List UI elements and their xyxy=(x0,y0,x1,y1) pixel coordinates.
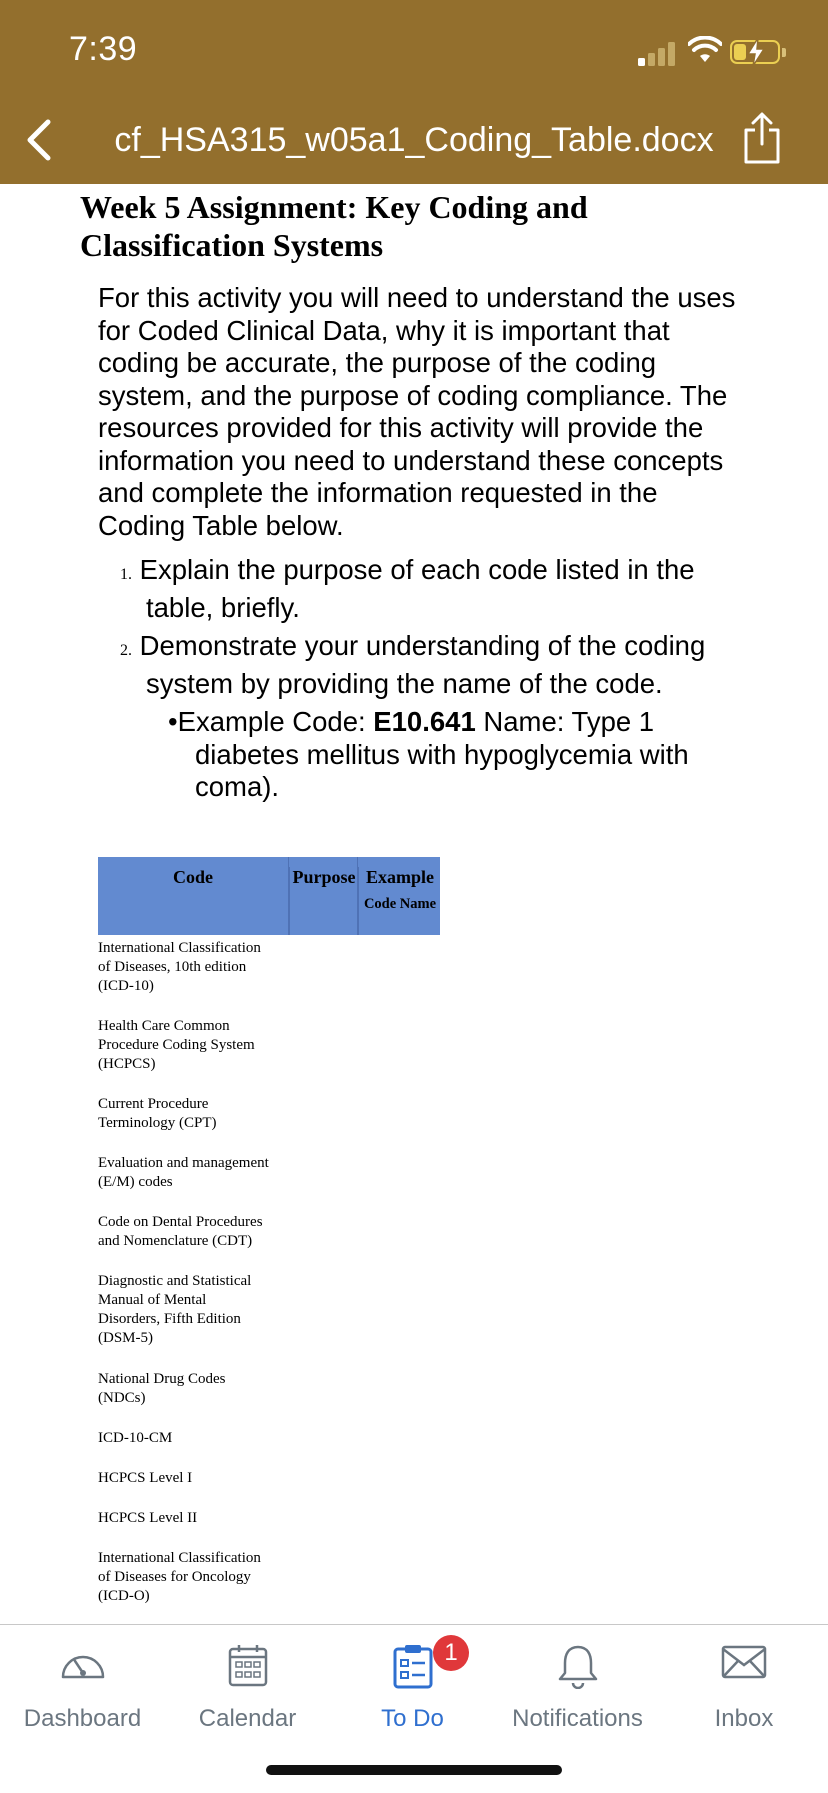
table-row xyxy=(98,939,298,996)
dashboard-gauge-icon xyxy=(58,1643,108,1683)
table-cell-line: Diagnostic and Statistical xyxy=(98,1273,252,1289)
table-cell-line: (DSM-5) xyxy=(98,1330,153,1346)
table-row xyxy=(98,1370,298,1408)
share-icon[interactable] xyxy=(742,112,782,164)
table-cell-line: (ICD-10) xyxy=(98,978,154,994)
table-cell-line: Code on Dental Procedures xyxy=(98,1214,263,1230)
intro-paragraph: For this activity you will need to understand the uses for Coded Clinical Data, why it is important that coding be accurate, the purpose of the coding system, and the purpose of coding compliance. The resources provided for this activity will provide the information you need to understand these concepts and complete the information requested in the Coding Table below. xyxy=(98,282,736,541)
column-header-purpose: Purpose xyxy=(289,867,358,935)
table-row xyxy=(98,1154,298,1192)
status-time: 7:39 xyxy=(69,30,138,68)
todo-list-icon xyxy=(393,1643,433,1689)
table-cell-line: of Diseases, 10th edition xyxy=(98,959,247,975)
table-row xyxy=(98,1549,298,1606)
table-cell-line: HCPCS Level II xyxy=(98,1510,198,1526)
table-cell-line: National Drug Codes xyxy=(98,1371,226,1387)
table-cell-line: Manual of Mental xyxy=(98,1292,207,1308)
table-cell-line: Terminology (CPT) xyxy=(98,1115,217,1131)
list-item: 2. Demonstrate your understanding of the coding system by providing the name of the code. xyxy=(120,630,706,699)
table-row xyxy=(98,1272,298,1348)
calendar-icon xyxy=(228,1643,268,1687)
table-row xyxy=(98,1095,298,1133)
charging-bolt-icon xyxy=(744,37,768,67)
column-header-example: Example Code Name xyxy=(358,867,441,935)
table-row xyxy=(98,1469,298,1488)
table-row xyxy=(98,1213,298,1251)
list-item: 1. Explain the purpose of each code listed in the table, briefly. xyxy=(120,554,695,623)
table-cell-line: Evaluation and management xyxy=(98,1155,269,1171)
table-row xyxy=(98,1017,298,1074)
table-cell-line: (E/M) codes xyxy=(98,1174,173,1190)
table-cell-line: (ICD-O) xyxy=(98,1588,150,1604)
home-indicator xyxy=(266,1765,562,1775)
document-title: cf_HSA315_w05a1_Coding_Table.docx xyxy=(114,121,714,159)
table-cell-line: Health Care Common xyxy=(98,1018,230,1034)
signal-icon xyxy=(638,40,678,66)
table-cell-line: (HCPCS) xyxy=(98,1056,156,1072)
table-cell-line: Procedure Coding System xyxy=(98,1037,255,1053)
todo-badge: 1 xyxy=(433,1635,469,1671)
status-icons xyxy=(638,34,798,68)
example-bullet: •Example Code: E10.641 Name: Type 1 diabetes mellitus with hypoglycemia with coma). xyxy=(168,706,689,802)
table-cell-line: of Diseases for Oncology xyxy=(98,1569,251,1585)
table-cell-line: HCPCS Level I xyxy=(98,1470,193,1486)
table-row xyxy=(98,1509,298,1528)
table-cell-line: International Classification xyxy=(98,940,261,956)
table-row xyxy=(98,1429,298,1448)
column-header-code: Code xyxy=(173,867,213,887)
table-cell-line: Disorders, Fifth Edition xyxy=(98,1311,241,1327)
app-header xyxy=(0,0,828,184)
table-cell-line: (NDCs) xyxy=(98,1390,146,1406)
document-heading: Week 5 Assignment: Key Coding and Classification Systems xyxy=(80,189,588,263)
table-cell-line: Current Procedure xyxy=(98,1096,209,1112)
table-cell-line: and Nomenclature (CDT) xyxy=(98,1233,253,1249)
wifi-icon xyxy=(688,36,722,64)
envelope-icon xyxy=(721,1643,767,1679)
bell-icon xyxy=(556,1643,600,1689)
table-cell-line: International Classification xyxy=(98,1550,261,1566)
tab-bar: Dashboard Calendar 1 To Do Notifications Inbox xyxy=(0,1624,828,1793)
table-header xyxy=(98,857,440,935)
example-code: E10.641 xyxy=(373,706,476,737)
table-cell-line: ICD-10-CM xyxy=(98,1430,173,1446)
